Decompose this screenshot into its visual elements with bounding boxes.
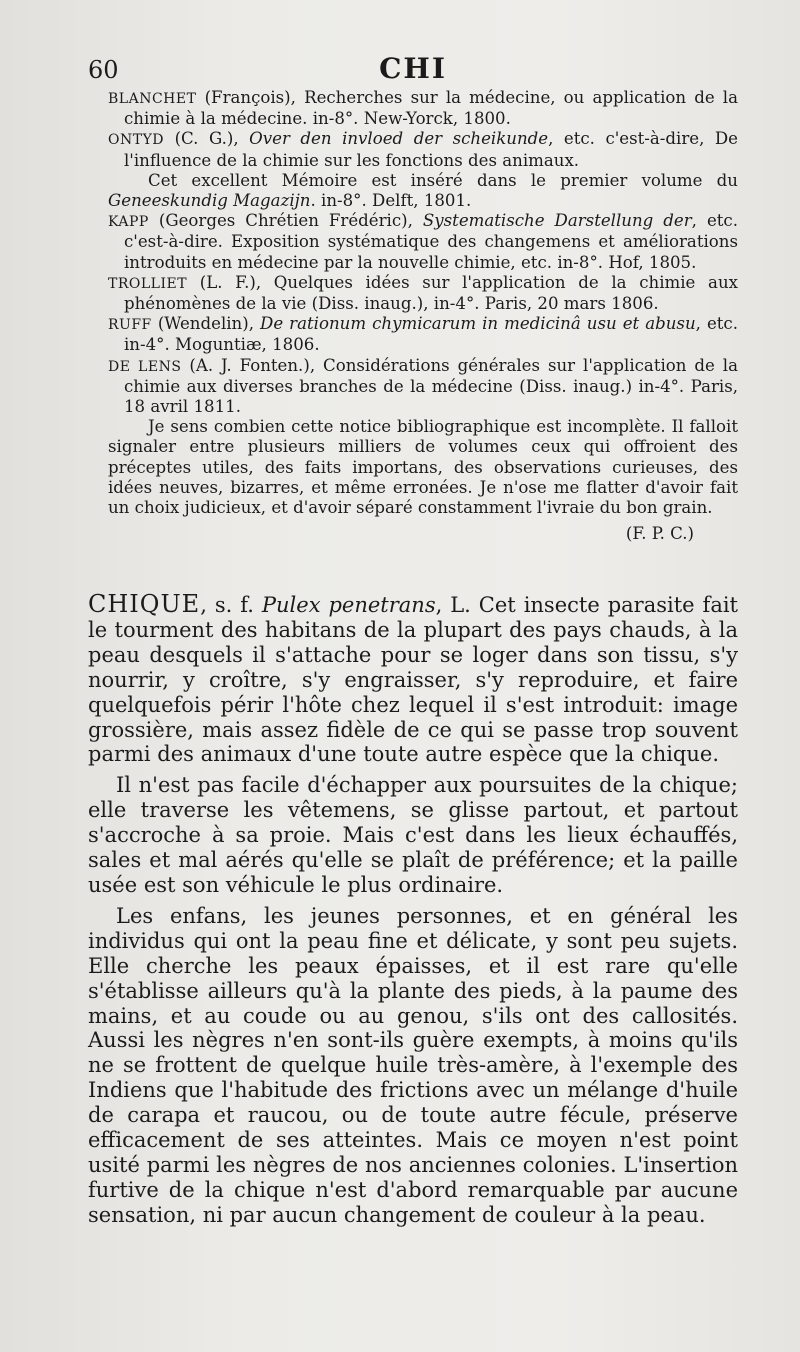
- paragraph-text: , L. Cet insecte parasite fait le tourment des habitans de la plupart des pays chauds, à la peau desquels il s'attache pour se loger dans son tissu, s'y nourrir, y croître, s'y engraisser, s'y reproduire, et faire quelquefois périr l'hôte chez lequel il s'est introduit: image grossière, mais assez fidèle de ce qui se passe trop souvent parmi des animaux d'une toute autre espèce que la chique.: [88, 593, 738, 767]
- article-paragraph: Il n'est pas facile d'échapper aux poursuites de la chique; elle traverse les vêtemens, se glisse partout, et partout s'accroche à sa proie. Mais c'est dans les lieux échauffés, sales et mal aérés qu'elle se plaît de préférence; et la paille usée est son véhicule le plus ordinaire.: [88, 773, 738, 897]
- bibliography-entry: [108, 314, 738, 355]
- entry-author-detail: (A. J. Fonten.): [189, 355, 310, 375]
- article-paragraph: [88, 592, 738, 767]
- entry-author: ONTYD: [108, 132, 165, 149]
- entry-text-after: , etc. c'est-à-dire. Exposition systématique des changemens et améliorations introduits en médecine par la nouvelle chimie, etc. in-8°. Hof, 1805.: [124, 211, 738, 272]
- entry-author-detail: (L. F.): [199, 272, 256, 292]
- entry-text: , Considérations générales sur l'application de la chimie aux diverses branches de la médecine (Diss. inaug.) in-4°. Paris, 18 avril 1811.: [124, 355, 738, 417]
- latin-name: Pulex penetrans: [261, 593, 436, 617]
- entry-text-after: , etc. in-4°. Moguntiæ, 1806.: [124, 314, 738, 355]
- article-paragraph: Les enfans, les jeunes personnes, et en général les individus qui ont la peau fine et délicate, y sont peu sujets. Elle cherche les peaux épaisses, et il est rare qu'elle s'établisse ailleurs qu'à la plante des pieds, à la paume des mains, et au coude ou au genou, s'ils ont des callosités. Aussi les nègres n'en sont-ils guère exempts, à moins qu'ils ne se frottent de quelque huile très-amère, à l'exemple des Indiens que l'habitude des frictions avec un mélange d'huile de carapa et raucou, ou de toute autre fécule, préserve efficacement de ses atteintes. Mais ce moyen n'est point usité parmi les nègres de nos anciennes colonies. L'insertion furtive de la chique n'est d'abord remarquable par aucune sensation, ni par aucun changement de couleur à la peau.: [88, 903, 738, 1227]
- entry-author-detail: (François): [204, 88, 291, 107]
- entry-author-detail: (Georges Chrétien Frédéric): [158, 211, 408, 231]
- bibliography-entry: [108, 211, 738, 273]
- note-text-after: . in-8°. Delft, 1801.: [310, 191, 472, 211]
- entry-author-detail: (Wendelin): [157, 314, 249, 334]
- headword: CHIQUE: [88, 590, 201, 618]
- entry-text: ,: [233, 129, 250, 149]
- grammar-note: , s. f.: [200, 593, 262, 617]
- bibliography-entry: [108, 356, 738, 418]
- entry-text: ,: [407, 211, 423, 231]
- author-signature: (F. P. C.): [625, 524, 694, 544]
- entry-title: De rationum chymicarum in medicinâ usu et abusu: [260, 314, 696, 334]
- entry-text: ,: [248, 314, 261, 334]
- entry-title: Over den invloed der scheikunde: [249, 129, 549, 149]
- ontyd-note: [108, 171, 738, 211]
- entry-author: KAPP: [108, 214, 149, 231]
- note-text: Cet excellent Mémoire est inséré dans le premier volume du: [148, 170, 738, 190]
- entry-text: , Recherches sur la médecine, ou application de la chimie à la médecine. in-8°. New-Yorck, 1800.: [124, 88, 738, 129]
- article-body: [88, 592, 738, 1234]
- entry-author: TROLLIET: [108, 275, 188, 292]
- entry-author: DE LENS: [108, 358, 182, 375]
- page-header: [88, 52, 738, 88]
- bibliography-entry: [108, 129, 738, 170]
- entry-text: , Quelques idées sur l'application de la chimie aux phénomènes de la vie (Diss. inaug.), in-4°. Paris, 20 mars 1806.: [124, 272, 738, 314]
- bibliography-entry: [108, 88, 738, 129]
- entry-author: BLANCHET: [108, 91, 197, 107]
- note-italic: Geneeskundig Magazijn: [108, 191, 311, 211]
- bibliography-entry: [108, 273, 738, 314]
- entry-author: RUFF: [108, 317, 152, 334]
- page-number: 60: [88, 56, 119, 84]
- entry-author-detail: (C. G.): [174, 129, 234, 149]
- closing-note: Je sens combien cette notice bibliographique est incomplète. Il falloit signaler entre plusieurs milliers de volumes ceux qui offroient des préceptes utiles, des faits importans, des observations curieuses, des idées neuves, bizarres, et même erronées. Je n'ose me flatter d'avoir fait un choix judicieux, et d'avoir séparé constamment l'ivraie du bon grain.: [108, 417, 738, 518]
- entry-text-after: , etc. c'est-à-dire, De l'influence de la chimie sur les fonctions des animaux.: [124, 129, 739, 170]
- bibliography-section: [108, 88, 738, 544]
- running-head: CHI: [379, 52, 447, 85]
- entry-title: Systematische Darstellung der: [422, 211, 692, 231]
